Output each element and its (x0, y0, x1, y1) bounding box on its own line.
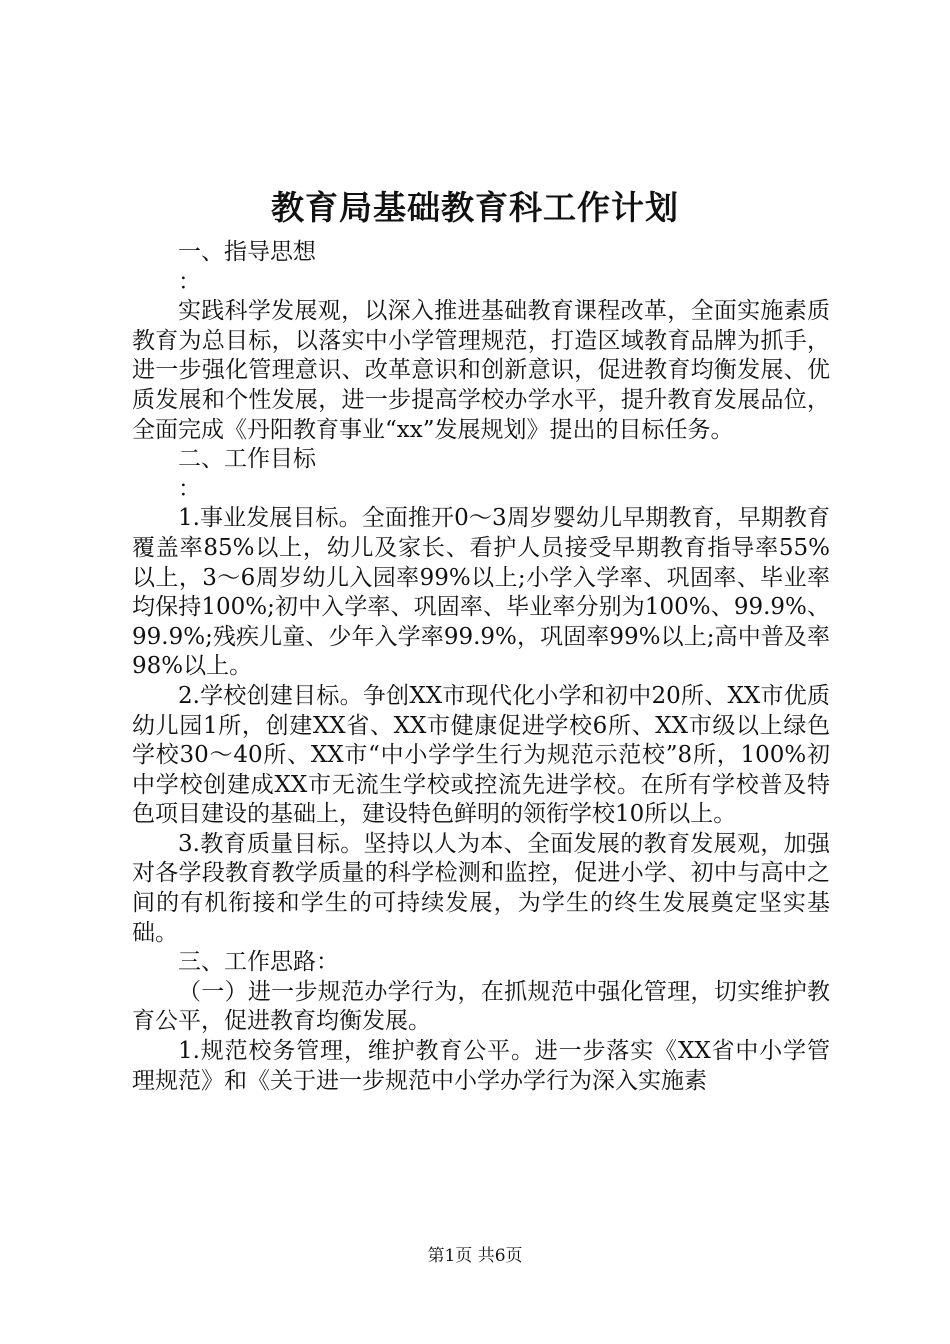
heading-colon: ： (178, 475, 201, 502)
paragraph-approach-one: （一）进一步规范办学行为，在抓规范中强化管理，切实维护教育公平，促进教育均衡发展。 (132, 978, 830, 1035)
paragraph-guiding-ideology: 实践科学发展观，以深入推进基础教育课程改革，全面实施素质教育为总目标，以落实中小学管理规范，打造区域教育品牌为抓手，进一步强化管理意识、改革意识和创新意识，促进教育均衡发展、优质发展和个性发展，进一步提高学校办学水平，提升教育发展品位，全面完成《丹阳教育事业“xx”发展规划》提出的目标任务。 (132, 298, 830, 443)
paragraph-goal-development: 1.事业发展目标。全面推开0～3周岁婴幼儿早期教育，早期教育覆盖率85%以上，幼儿及家长、看护人员接受早期教育指导率55%以上，3～6周岁幼儿入园率99%以上;小学入学率、巩固率、毕业率均保持100%;初中入学率、巩固率、毕业率分别为100%、99.9%、99.9%;残疾儿童、少年入学率99.9%，巩固率99%以上;高中普及率98%以上。 (132, 505, 830, 680)
heading-colon: ： (178, 268, 201, 295)
paragraph-goal-school-building: 2.学校创建目标。争创XX市现代化小学和初中20所、XX市优质幼儿园1所，创建XX省、XX市健康促进学校6所、XX市级以上绿色学校30～40所、XX市“中小学学生行为规范示范校”8所，100%初中学校创建成XX市无流生学校或控流先进学校。在所有学校普及特色项目建设的基础上，建设特色鲜明的领衔学校10所以上。 (132, 682, 830, 828)
document-title: 教育局基础教育科工作计划 (271, 188, 679, 227)
paragraph-approach-one-item-one: 1.规范校务管理，维护教育公平。进一步落实《XX省中小学管理规范》和《关于进一步规范中小学办学行为深入实施素 (132, 1038, 830, 1094)
paragraph-goal-education-quality: 3.教育质量目标。坚持以人为本、全面发展的教育发展观，加强对各学段教育教学质量的科学检测和监控，促进小学、初中与高中之间的有机衔接和学生的可持续发展，为学生的终生发展奠定坚实基础。 (132, 830, 830, 946)
section-heading-work-approach: 三、工作思路： (178, 949, 339, 976)
section-heading-guiding-ideology: 一、指导思想 (178, 239, 316, 265)
section-heading-work-goals: 二、工作目标 (178, 446, 316, 473)
page-footer: 第1页 共6页 (427, 1246, 523, 1266)
document-body (132, 238, 830, 1096)
